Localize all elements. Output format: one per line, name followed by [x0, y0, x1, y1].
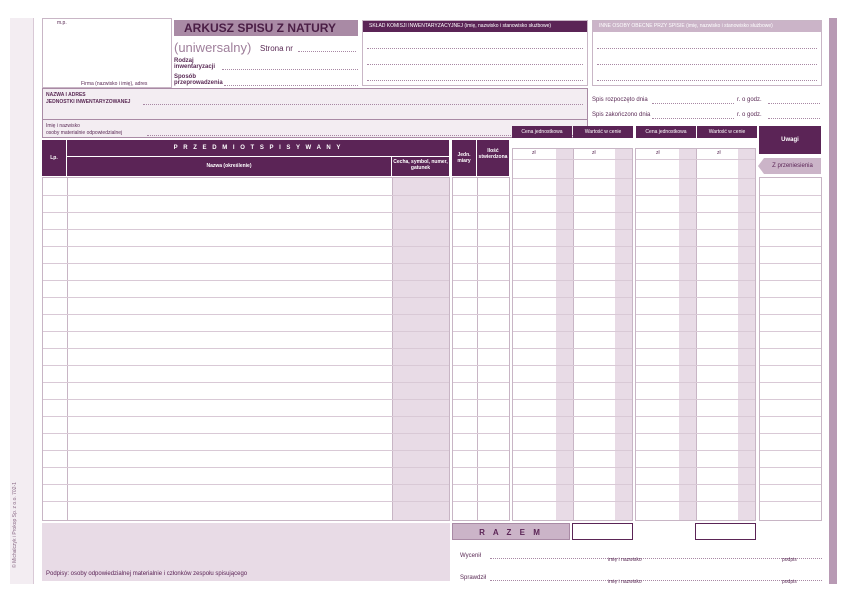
priced-name-hint: imię i nazwisko [608, 557, 642, 563]
table-row[interactable] [636, 382, 755, 383]
table-row[interactable] [636, 195, 755, 196]
table-row[interactable] [513, 501, 632, 502]
money-divider-2 [696, 149, 697, 520]
table-body-left [42, 177, 450, 521]
table-row[interactable] [513, 263, 632, 264]
table-row[interactable] [636, 399, 755, 400]
table-row[interactable] [453, 229, 509, 230]
table-row[interactable] [513, 365, 632, 366]
sheet-subtitle: (uniwersalny) [174, 40, 252, 55]
total-label: R A Z E M [452, 523, 570, 540]
commission-header [363, 21, 587, 32]
table-row[interactable] [513, 314, 632, 315]
table-row[interactable] [513, 280, 632, 281]
table-row[interactable] [453, 484, 509, 485]
table-row[interactable] [760, 280, 821, 281]
table-row[interactable] [453, 416, 509, 417]
carryover-arrow [758, 158, 764, 174]
table-row[interactable] [43, 382, 449, 383]
table-row[interactable] [43, 501, 449, 502]
table-row[interactable] [513, 246, 632, 247]
name-col-header: Nazwa (określenie) [67, 157, 391, 176]
table-row[interactable] [43, 331, 449, 332]
table-row[interactable] [636, 263, 755, 264]
table-row[interactable] [453, 212, 509, 213]
table-row[interactable] [453, 297, 509, 298]
checked-name-hint: imię i nazwisko [608, 579, 642, 585]
table-row[interactable] [760, 365, 821, 366]
table-row[interactable] [43, 195, 449, 196]
table-row[interactable] [513, 348, 632, 349]
money-divider-1 [573, 149, 574, 520]
others-line-2[interactable] [597, 57, 817, 65]
commission-line-1[interactable] [367, 41, 583, 49]
table-row[interactable] [760, 331, 821, 332]
zl-3: zł [656, 150, 660, 156]
total-field-2[interactable] [695, 523, 756, 540]
person-label-1: Imię i nazwisko [46, 123, 80, 129]
checked-signature-hint: podpis [782, 579, 797, 585]
unit-box [42, 88, 588, 138]
price-header-1: Cena jednostkowa [512, 126, 572, 138]
checked-by-field[interactable] [490, 576, 822, 581]
carryover-label: Z przeniesienia [764, 158, 821, 174]
table-row[interactable] [636, 314, 755, 315]
page-number-field[interactable] [298, 44, 356, 52]
table-row[interactable] [453, 280, 509, 281]
table-row[interactable] [43, 416, 449, 417]
table-row[interactable] [43, 348, 449, 349]
finished-label: Spis zakończono dnia [592, 112, 651, 118]
started-hour-field[interactable] [768, 98, 820, 104]
table-row[interactable] [513, 229, 632, 230]
table-row[interactable] [453, 433, 509, 434]
table-row[interactable] [513, 212, 632, 213]
table-row[interactable] [43, 433, 449, 434]
zl-1: zł [532, 150, 536, 156]
table-row[interactable] [760, 195, 821, 196]
table-row[interactable] [513, 433, 632, 434]
table-row[interactable] [636, 280, 755, 281]
commission-sub: (imię, nazwisko i stanowisko służbowe) [464, 23, 552, 29]
qty-col-header: Ilość stwierdzona [477, 140, 509, 176]
table-row[interactable] [636, 348, 755, 349]
table-row[interactable] [513, 159, 632, 160]
table-row[interactable] [513, 416, 632, 417]
mp-label: m.p. [57, 20, 67, 26]
table-row[interactable] [636, 297, 755, 298]
table-row[interactable] [453, 467, 509, 468]
table-row[interactable] [43, 229, 449, 230]
zl-2: zł [592, 150, 596, 156]
table-row[interactable] [43, 399, 449, 400]
gr-shade-3 [679, 149, 696, 520]
table-row[interactable] [453, 450, 509, 451]
table-row[interactable] [453, 263, 509, 264]
table-row[interactable] [760, 382, 821, 383]
table-row[interactable] [760, 297, 821, 298]
table-row[interactable] [513, 467, 632, 468]
person-label-2: osoby materialnie odpowiedzialnej [46, 130, 123, 136]
table-row[interactable] [453, 382, 509, 383]
table-row[interactable] [636, 246, 755, 247]
commission-line-3[interactable] [367, 73, 583, 81]
table-row[interactable] [760, 348, 821, 349]
right-border [829, 18, 837, 584]
table-row[interactable] [43, 246, 449, 247]
commission-label: SKŁAD KOMISJI INWENTARYZACYJNEJ [369, 23, 463, 29]
table-row[interactable] [636, 450, 755, 451]
table-row[interactable] [760, 229, 821, 230]
table-row[interactable] [453, 365, 509, 366]
priced-signature-hint: podpis [782, 557, 797, 563]
table-row[interactable] [636, 416, 755, 417]
finished-hour-field[interactable] [768, 113, 820, 119]
table-row[interactable] [43, 297, 449, 298]
priced-by-field[interactable] [490, 554, 822, 559]
unit-divider [43, 119, 587, 120]
checked-by-label: Sprawdził [460, 575, 487, 581]
gr-shade-1 [556, 149, 573, 520]
remarks-header: Uwagi [759, 126, 821, 154]
table-row[interactable] [513, 450, 632, 451]
table-row[interactable] [513, 297, 632, 298]
finished-hour-label: r. o godz. [737, 112, 762, 118]
table-row[interactable] [760, 484, 821, 485]
table-row[interactable] [636, 501, 755, 502]
table-row[interactable] [636, 484, 755, 485]
signatures-label: Podpisy: osoby odpowiedzialnej materialnie i członków zespołu spisującego [46, 571, 248, 577]
table-row[interactable] [760, 314, 821, 315]
unit-name-label-2: JEDNOSTKI INWENTARYZOWANEJ [46, 99, 131, 105]
started-hour-label: r. o godz. [737, 97, 762, 103]
priced-by-label: Wycenił [460, 553, 481, 559]
others-label: INNE OSOBY OBECNE PRZY SPISIE [599, 23, 685, 29]
value-header-2: Wartość w cenie [697, 126, 757, 138]
started-date-field[interactable] [652, 98, 734, 104]
table-body-money-1 [512, 148, 633, 521]
table-body-qty [452, 177, 510, 521]
table-row[interactable] [760, 246, 821, 247]
table-row[interactable] [453, 314, 509, 315]
table-row[interactable] [453, 399, 509, 400]
firm-box [42, 18, 172, 88]
inventory-kind-field[interactable] [222, 62, 358, 70]
total-field-1[interactable] [572, 523, 633, 540]
table-row[interactable] [43, 280, 449, 281]
table-row[interactable] [453, 348, 509, 349]
table-row[interactable] [636, 467, 755, 468]
finished-date-field[interactable] [652, 113, 734, 119]
method-label: Sposób przeprowadzenia [174, 74, 223, 86]
unit-col-header: Jedn. miary [452, 140, 476, 176]
table-row[interactable] [636, 229, 755, 230]
table-row[interactable] [760, 416, 821, 417]
others-line-3[interactable] [597, 73, 817, 81]
table-row[interactable] [636, 365, 755, 366]
table-row[interactable] [760, 433, 821, 434]
table-row[interactable] [453, 331, 509, 332]
subject-header: P R Z E D M I O T S P I S Y W A N Y [67, 140, 449, 156]
value-header-1: Wartość w cenie [573, 126, 633, 138]
table-row[interactable] [636, 433, 755, 434]
table-row[interactable] [453, 195, 509, 196]
table-row[interactable] [760, 263, 821, 264]
others-box [592, 20, 822, 86]
lp-header: Lp. [42, 140, 66, 176]
table-row[interactable] [513, 195, 632, 196]
table-row[interactable] [636, 212, 755, 213]
table-body-remarks [759, 177, 822, 521]
table-row[interactable] [760, 212, 821, 213]
others-line-1[interactable] [597, 41, 817, 49]
table-row[interactable] [636, 331, 755, 332]
page-number-label: Strona nr [260, 44, 293, 53]
table-row[interactable] [43, 263, 449, 264]
table-row[interactable] [453, 246, 509, 247]
commission-line-2[interactable] [367, 57, 583, 65]
table-row[interactable] [513, 331, 632, 332]
started-label: Spis rozpoczęto dnia [592, 97, 648, 103]
firm-label: Firma (nazwisko i imię), adres [81, 81, 148, 87]
table-row[interactable] [43, 450, 449, 451]
zl-4: zł [717, 150, 721, 156]
table-row[interactable] [760, 501, 821, 502]
feature-col-header: Cecha, symbol, numer, gatunek [392, 157, 449, 176]
table-row[interactable] [636, 178, 755, 179]
commission-box [362, 20, 588, 86]
table-body-money-2 [635, 148, 756, 521]
price-header-2: Cena jednostkowa [636, 126, 696, 138]
table-row[interactable] [43, 314, 449, 315]
table-row[interactable] [43, 467, 449, 468]
others-sub: (imię, nazwisko i stanowisko służbowe) [686, 23, 773, 29]
table-row[interactable] [453, 501, 509, 502]
table-row[interactable] [513, 399, 632, 400]
side-code: © Michalczyk i Prokop Sp. z o.o. 702-1 [12, 482, 18, 568]
table-row[interactable] [43, 365, 449, 366]
table-row[interactable] [760, 450, 821, 451]
table-row[interactable] [513, 484, 632, 485]
signature-area [42, 523, 450, 581]
unit-name-field[interactable] [143, 99, 583, 105]
method-field[interactable] [224, 78, 358, 86]
table-row[interactable] [760, 399, 821, 400]
table-row[interactable] [760, 467, 821, 468]
sheet-title: ARKUSZ SPISU Z NATURY [174, 20, 358, 36]
unit-name-label-1: NAZWA I ADRES [46, 92, 86, 98]
gr-shade-4 [738, 149, 755, 520]
table-row[interactable] [513, 382, 632, 383]
table-row[interactable] [43, 212, 449, 213]
table-row[interactable] [636, 159, 755, 160]
gr-shade-2 [615, 149, 632, 520]
others-header [593, 21, 821, 32]
inventory-kind-label: Rodzaj inwentaryzacji [174, 58, 216, 70]
table-row[interactable] [513, 178, 632, 179]
table-row[interactable] [43, 484, 449, 485]
